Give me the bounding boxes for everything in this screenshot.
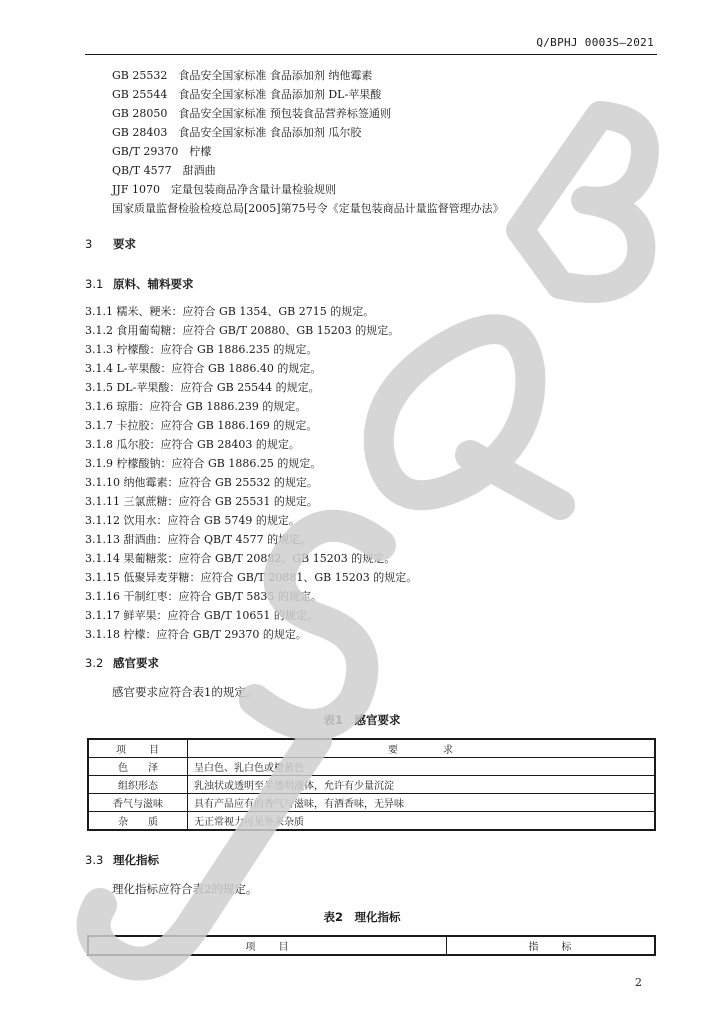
reference-item: GB 25532 食品安全国家标准 食品添加剂 纳他霉素 [112,69,373,82]
requirement-item: 3.1.1 糯米、粳米：应符合 GB 1354、GB 2715 的规定。 [85,305,375,318]
reference-item: GB 25544 食品安全国家标准 食品添加剂 DL-苹果酸 [112,88,382,101]
reference-item: JJF 1070 定量包装商品净含量计量检验规则 [112,183,336,196]
reference-item: 国家质量监督检验检疫总局[2005]第75号令《定量包装商品计量监督管理办法》 [112,202,504,215]
section-3-1-heading [85,276,194,292]
physicochemical-paragraph: 理化指标应符合表2的规定。 [112,882,258,896]
requirement-item: 3.1.6 琼脂：应符合 GB 1886.239 的规定。 [85,400,307,413]
table-cell: 具有产品应有的香气与滋味，有酒香味，无异味 [188,794,656,812]
section-3-3-heading [85,852,159,868]
requirement-item: 3.1.10 纳他霉素：应符合 GB 25532 的规定。 [85,476,318,489]
section-title: 理化指标 [113,853,159,867]
requirement-item: 3.1.11 三氯蔗糖：应符合 GB 25531 的规定。 [85,495,318,508]
requirement-item: 3.1.5 DL-苹果酸：应符合 GB 25544 的规定。 [85,381,320,394]
table-header-row [88,936,655,955]
physicochemical-table [87,935,656,956]
header-divider [85,54,657,55]
section-number: 3.1 [85,277,104,291]
reference-item: GB/T 29370 柠檬 [112,145,212,158]
requirement-item: 3.1.15 低聚异麦芽糖：应符合 GB/T 20881、GB 15203 的规定。 [85,571,418,584]
requirement-item: 3.1.12 饮用水：应符合 GB 5749 的规定。 [85,514,300,527]
section-title: 感官要求 [113,656,159,670]
section-number: 3.2 [85,656,104,670]
table-cell: 杂 质 [88,812,188,831]
table-cell: 无正常视力可见外来杂质 [188,812,656,831]
table-cell: 香气与滋味 [88,794,188,812]
section-3-2-heading [85,655,159,671]
requirement-item: 3.1.18 柠檬：应符合 GB/T 29370 的规定。 [85,628,307,641]
table-cell: 呈白色、乳白色或橙黄色 [188,758,656,776]
raw-material-requirements-list [85,302,417,644]
requirement-item: 3.1.8 瓜尔胶：应符合 GB 28403 的规定。 [85,438,300,451]
requirement-item: 3.1.2 食用葡萄糖：应符合 GB/T 20880、GB 15203 的规定。 [85,324,400,337]
table-row [88,812,655,831]
section-number: 3 [85,237,93,251]
sensory-requirements-table [87,738,656,831]
standard-code: Q/BPHJ 0003S—2021 [536,36,654,49]
table-header-row [88,739,655,758]
table-cell: 色 泽 [88,758,188,776]
table-1-caption: 表1 感官要求 [323,713,401,727]
requirement-item: 3.1.7 卡拉胶：应符合 GB 1886.169 的规定。 [85,419,318,432]
table-2-caption: 表2 理化指标 [323,910,401,924]
section-title: 要求 [113,237,136,251]
table-row [88,776,655,794]
sensory-requirement-paragraph: 感官要求应符合表1的规定。 [112,685,258,699]
requirement-item: 3.1.13 甜酒曲：应符合 QB/T 4577 的规定。 [85,533,312,546]
table-header-cell: 项 目 [88,936,447,955]
requirement-item: 3.1.14 果葡糖浆：应符合 GB/T 20882、GB 15203 的规定。 [85,552,396,565]
section-number: 3.3 [85,853,104,867]
table-cell: 乳浊状或透明至半透明液体，允许有少量沉淀 [188,776,656,794]
watermark-letter-b [520,115,645,289]
table-row [88,794,655,812]
requirement-item: 3.1.16 干制红枣：应符合 GB/T 5835 的规定。 [85,590,322,603]
reference-item: GB 28050 食品安全国家标准 预包装食品营养标签通则 [112,107,391,120]
section-3-heading [85,236,136,252]
requirement-item: 3.1.4 L-苹果酸：应符合 GB 1886.40 的规定。 [85,362,322,375]
table-cell: 组织形态 [88,776,188,794]
requirement-item: 3.1.9 柠檬酸钠：应符合 GB 1886.25 的规定。 [85,457,322,470]
table-row [88,758,655,776]
page-number: 2 [635,976,642,989]
table-header-cell: 指 标 [447,936,656,955]
requirement-item: 3.1.3 柠檬酸：应符合 GB 1886.235 的规定。 [85,343,318,356]
normative-references-list [112,66,504,218]
table-header-cell: 项 目 [88,739,188,758]
requirement-item: 3.1.17 鲜苹果：应符合 GB/T 10651 的规定。 [85,609,318,622]
reference-item: GB 28403 食品安全国家标准 食品添加剂 瓜尔胶 [112,126,362,139]
section-title: 原料、辅料要求 [113,277,194,291]
reference-item: QB/T 4577 甜酒曲 [112,164,216,177]
table-header-cell: 要 求 [188,739,656,758]
